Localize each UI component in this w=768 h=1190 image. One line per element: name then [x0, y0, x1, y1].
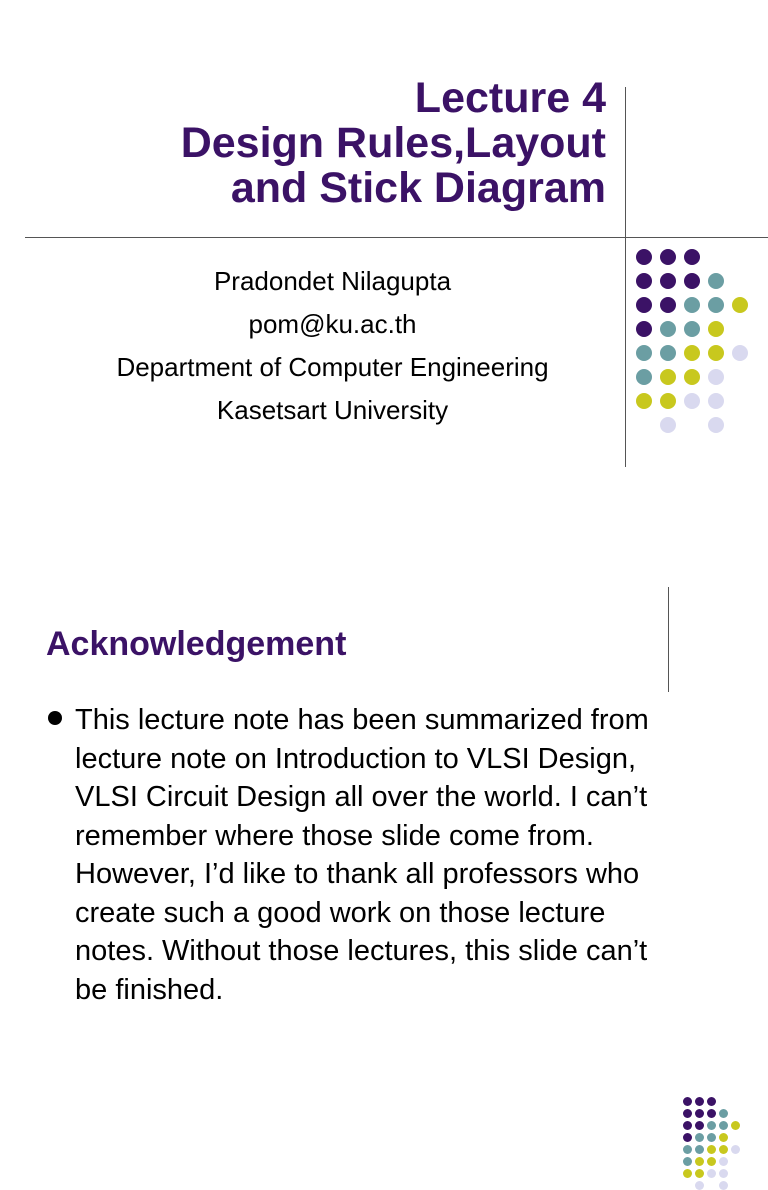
decorative-dot [708, 393, 724, 409]
decorative-dot [719, 1157, 728, 1166]
decorative-dot [636, 249, 652, 265]
decorative-dot [684, 369, 700, 385]
decorative-dot [636, 345, 652, 361]
decorative-dot [660, 393, 676, 409]
decorative-dot [660, 369, 676, 385]
decorative-dot [683, 1145, 692, 1154]
bullet-line: This lecture note has been summarized from [75, 704, 649, 736]
bullet-icon [48, 711, 62, 725]
decorative-dot [732, 345, 748, 361]
decorative-dot [708, 273, 724, 289]
slide-title [181, 76, 606, 211]
department-name: Department of Computer Engineering [116, 352, 549, 382]
bullet-line: lecture note on Introduction to VLSI Design, [75, 742, 637, 775]
bullet-text [75, 701, 735, 1009]
decorative-dot [719, 1145, 728, 1154]
decorative-dot [707, 1133, 716, 1142]
decorative-dot [684, 345, 700, 361]
decorative-dot [708, 417, 724, 433]
decorative-dot [708, 369, 724, 385]
title-line-2: Design Rules,Layout [180, 119, 606, 167]
university-name: Kasetsart University [216, 395, 449, 425]
decorative-dot [695, 1181, 704, 1190]
decorative-dot [708, 297, 724, 313]
title-line-3: and Stick Diagram [230, 164, 606, 212]
decorative-dot [636, 321, 652, 337]
decorative-dot [684, 249, 700, 265]
decorative-dot [683, 1157, 692, 1166]
decorative-dot [683, 1097, 692, 1106]
decorative-dot [636, 369, 652, 385]
decorative-dot [660, 297, 676, 313]
decorative-dot [636, 273, 652, 289]
decorative-dot [683, 1133, 692, 1142]
decorative-dot [695, 1157, 704, 1166]
decorative-dot [660, 249, 676, 265]
decorative-dot [636, 297, 652, 313]
decorative-dot [684, 393, 700, 409]
decorative-dot [707, 1121, 716, 1130]
title-slide [0, 0, 768, 500]
decorative-dot [719, 1169, 728, 1178]
decorative-dot [684, 321, 700, 337]
acknowledgement-slide [0, 510, 768, 1024]
decorative-dot [684, 297, 700, 313]
decorative-dot [683, 1169, 692, 1178]
decorative-dot [683, 1109, 692, 1118]
decorative-dot [707, 1169, 716, 1178]
decorative-dot [695, 1097, 704, 1106]
bullet-line: However, I’d like to thank all professors who [75, 858, 640, 890]
decorative-dot [660, 345, 676, 361]
bullet-line: VLSI Circuit Design all over the world. I can’t [75, 781, 648, 813]
bullet-line: be finished. [75, 973, 224, 1006]
title-line-1: Lecture 4 [414, 74, 606, 122]
author-email: pom@ku.ac.th [248, 309, 417, 339]
vertical-divider-small [668, 587, 669, 692]
decorative-dot [683, 1121, 692, 1130]
decorative-dot [708, 345, 724, 361]
decorative-dot [636, 393, 652, 409]
slide-heading: Acknowledgement [46, 625, 347, 663]
decorative-dot [719, 1109, 728, 1118]
horizontal-divider [25, 237, 768, 238]
decorative-dot [695, 1109, 704, 1118]
decorative-dot [660, 273, 676, 289]
author-name: Pradondet Nilagupta [213, 266, 452, 296]
decorative-dot [731, 1145, 740, 1154]
bullet-line: notes. Without those lectures, this slide can’t [75, 935, 648, 967]
decorative-dot [695, 1121, 704, 1130]
author-info [0, 260, 665, 432]
decorative-dot [719, 1181, 728, 1190]
decorative-dot [719, 1121, 728, 1130]
bullet-line: remember where those slide come from. [75, 819, 594, 852]
decorative-dot [660, 417, 676, 433]
decorative-dot [695, 1169, 704, 1178]
decorative-dot [719, 1133, 728, 1142]
decorative-dot [695, 1133, 704, 1142]
decorative-dot [707, 1157, 716, 1166]
decorative-dot [708, 321, 724, 337]
decorative-dot [684, 273, 700, 289]
decorative-dot [695, 1145, 704, 1154]
decorative-dot [731, 1121, 740, 1130]
decorative-dot [732, 297, 748, 313]
decorative-dot [660, 321, 676, 337]
bullet-line: create such a good work on those lecture [75, 896, 606, 929]
decorative-dot [707, 1145, 716, 1154]
decorative-dot [707, 1109, 716, 1118]
decorative-dot [707, 1097, 716, 1106]
